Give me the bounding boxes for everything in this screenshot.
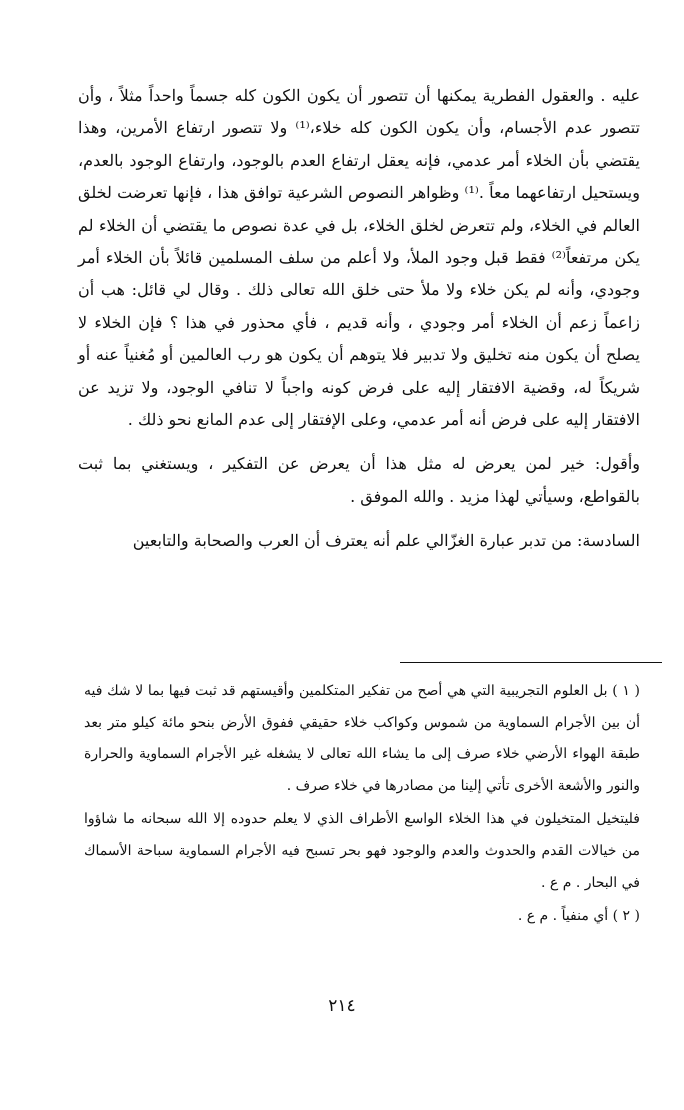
paragraph-1: عليه . والعقول الفطرية يمكنها أن تتصور أن يكون الكون كله جسماً واحداً مثلاً ، وأن تتصور عدم الأجسام، وأن يكون الكون كله خلاء،⁽¹⁾ ولا تتصور ارتفاع الأمرين، وهذا يقتضي بأن الخلاء أمر عدمي، فإنه يعقل ارتفاع العدم بالوجود، وارتفاع الوجود بالعدم، ويستحيل ارتفاعهما معاً .⁽¹⁾ وظواهر النصوص الشرعية توافق هذا ، فإنها تعرضت لخلق العالم في الخلاء، ولم تتعرض لخلق الخلاء، بل في عدة نصوص ما يقتضي أن الخلاء لم يكن مرتفعاً⁽²⁾ فقط قبل وجود الملأ، ولا أعلم من سلف المسلمين قائلاً بأن الخلاء أمر وجودي، وأنه لم يكن خلاء ولا ملأ حتى خلق الله تعالى ذلك . وقال لي قائل: هب أن زاعماً زعم أن الخلاء أمر وجودي ، وأنه قديم ، فأي محذور في هذا ؟ فإن الخلاء لا يصلح أن يكون منه تخليق ولا تدبير فلا يتوهم أن يكون هو رب العالمين أو مُغنياً عنه أو شريكاً له، وقضية الافتقار إليه على فرض كونه واجباً لا تنافي الوجود، ولا تزيد عن الافتقار إليه على فرض أنه أمر عدمي، وعلى الإفتقار إلى عدم المانع نحو ذلك .: [78, 86, 641, 430]
main-text: [78, 80, 640, 558]
footnote-2-number: ( ٢ ): [612, 908, 640, 925]
paragraph-3: السادسة: من تدبر عبارة الغزّالي علم أنه يعترف أن العرب والصحابة والتابعين: [132, 531, 640, 551]
footnote-separator: [400, 662, 662, 663]
footnote-1-number: ( ١ ): [612, 683, 640, 699]
footnote-2-text: أي منفياً . م ع .: [517, 908, 609, 925]
footnote-1-text: بل العلوم التجريبية التي هي أصح من تفكير المتكلمين وأقيستهم قد ثبت فيها بما لا شك فيه أن بين الأجرام السماوية من شموس وكواكب خلاء حقيقي ففوق الأرض بنحو مائة كيلو متر بعد طبقة الهواء الأرضي خلاء صرف إلى ما يشاء الله تعالى لا يشغله غير الأجرام السماوية والحرارة والنور والأشعة الأخرى تأتي إلينا من مصادرها في خلاء صرف .: [84, 683, 640, 794]
paragraph-2: وأقول: خير لمن يعرض له مثل هذا أن يعرض عن التفكير ، ويستغني بما ثبت بالقواطع، وسيأتي لهذا مزيد . والله الموفق .: [78, 454, 640, 506]
footnote-1: [84, 676, 640, 802]
footnotes: [84, 676, 640, 933]
page-number: ٢١٤: [328, 996, 356, 1016]
footnote-2: [84, 901, 640, 933]
footnote-1-continuation: فليتخيل المتخيلون في هذا الخلاء الواسع الأطراف الذي لا يعلم حدوده إلا الله سبحانه ما شاؤوا من خيالات القدم والحدوث والعدم والوجود فهو بحر تسبح فيه الأجرام السماوية سباحة الأسماك في البحار . م ع .: [84, 811, 640, 891]
